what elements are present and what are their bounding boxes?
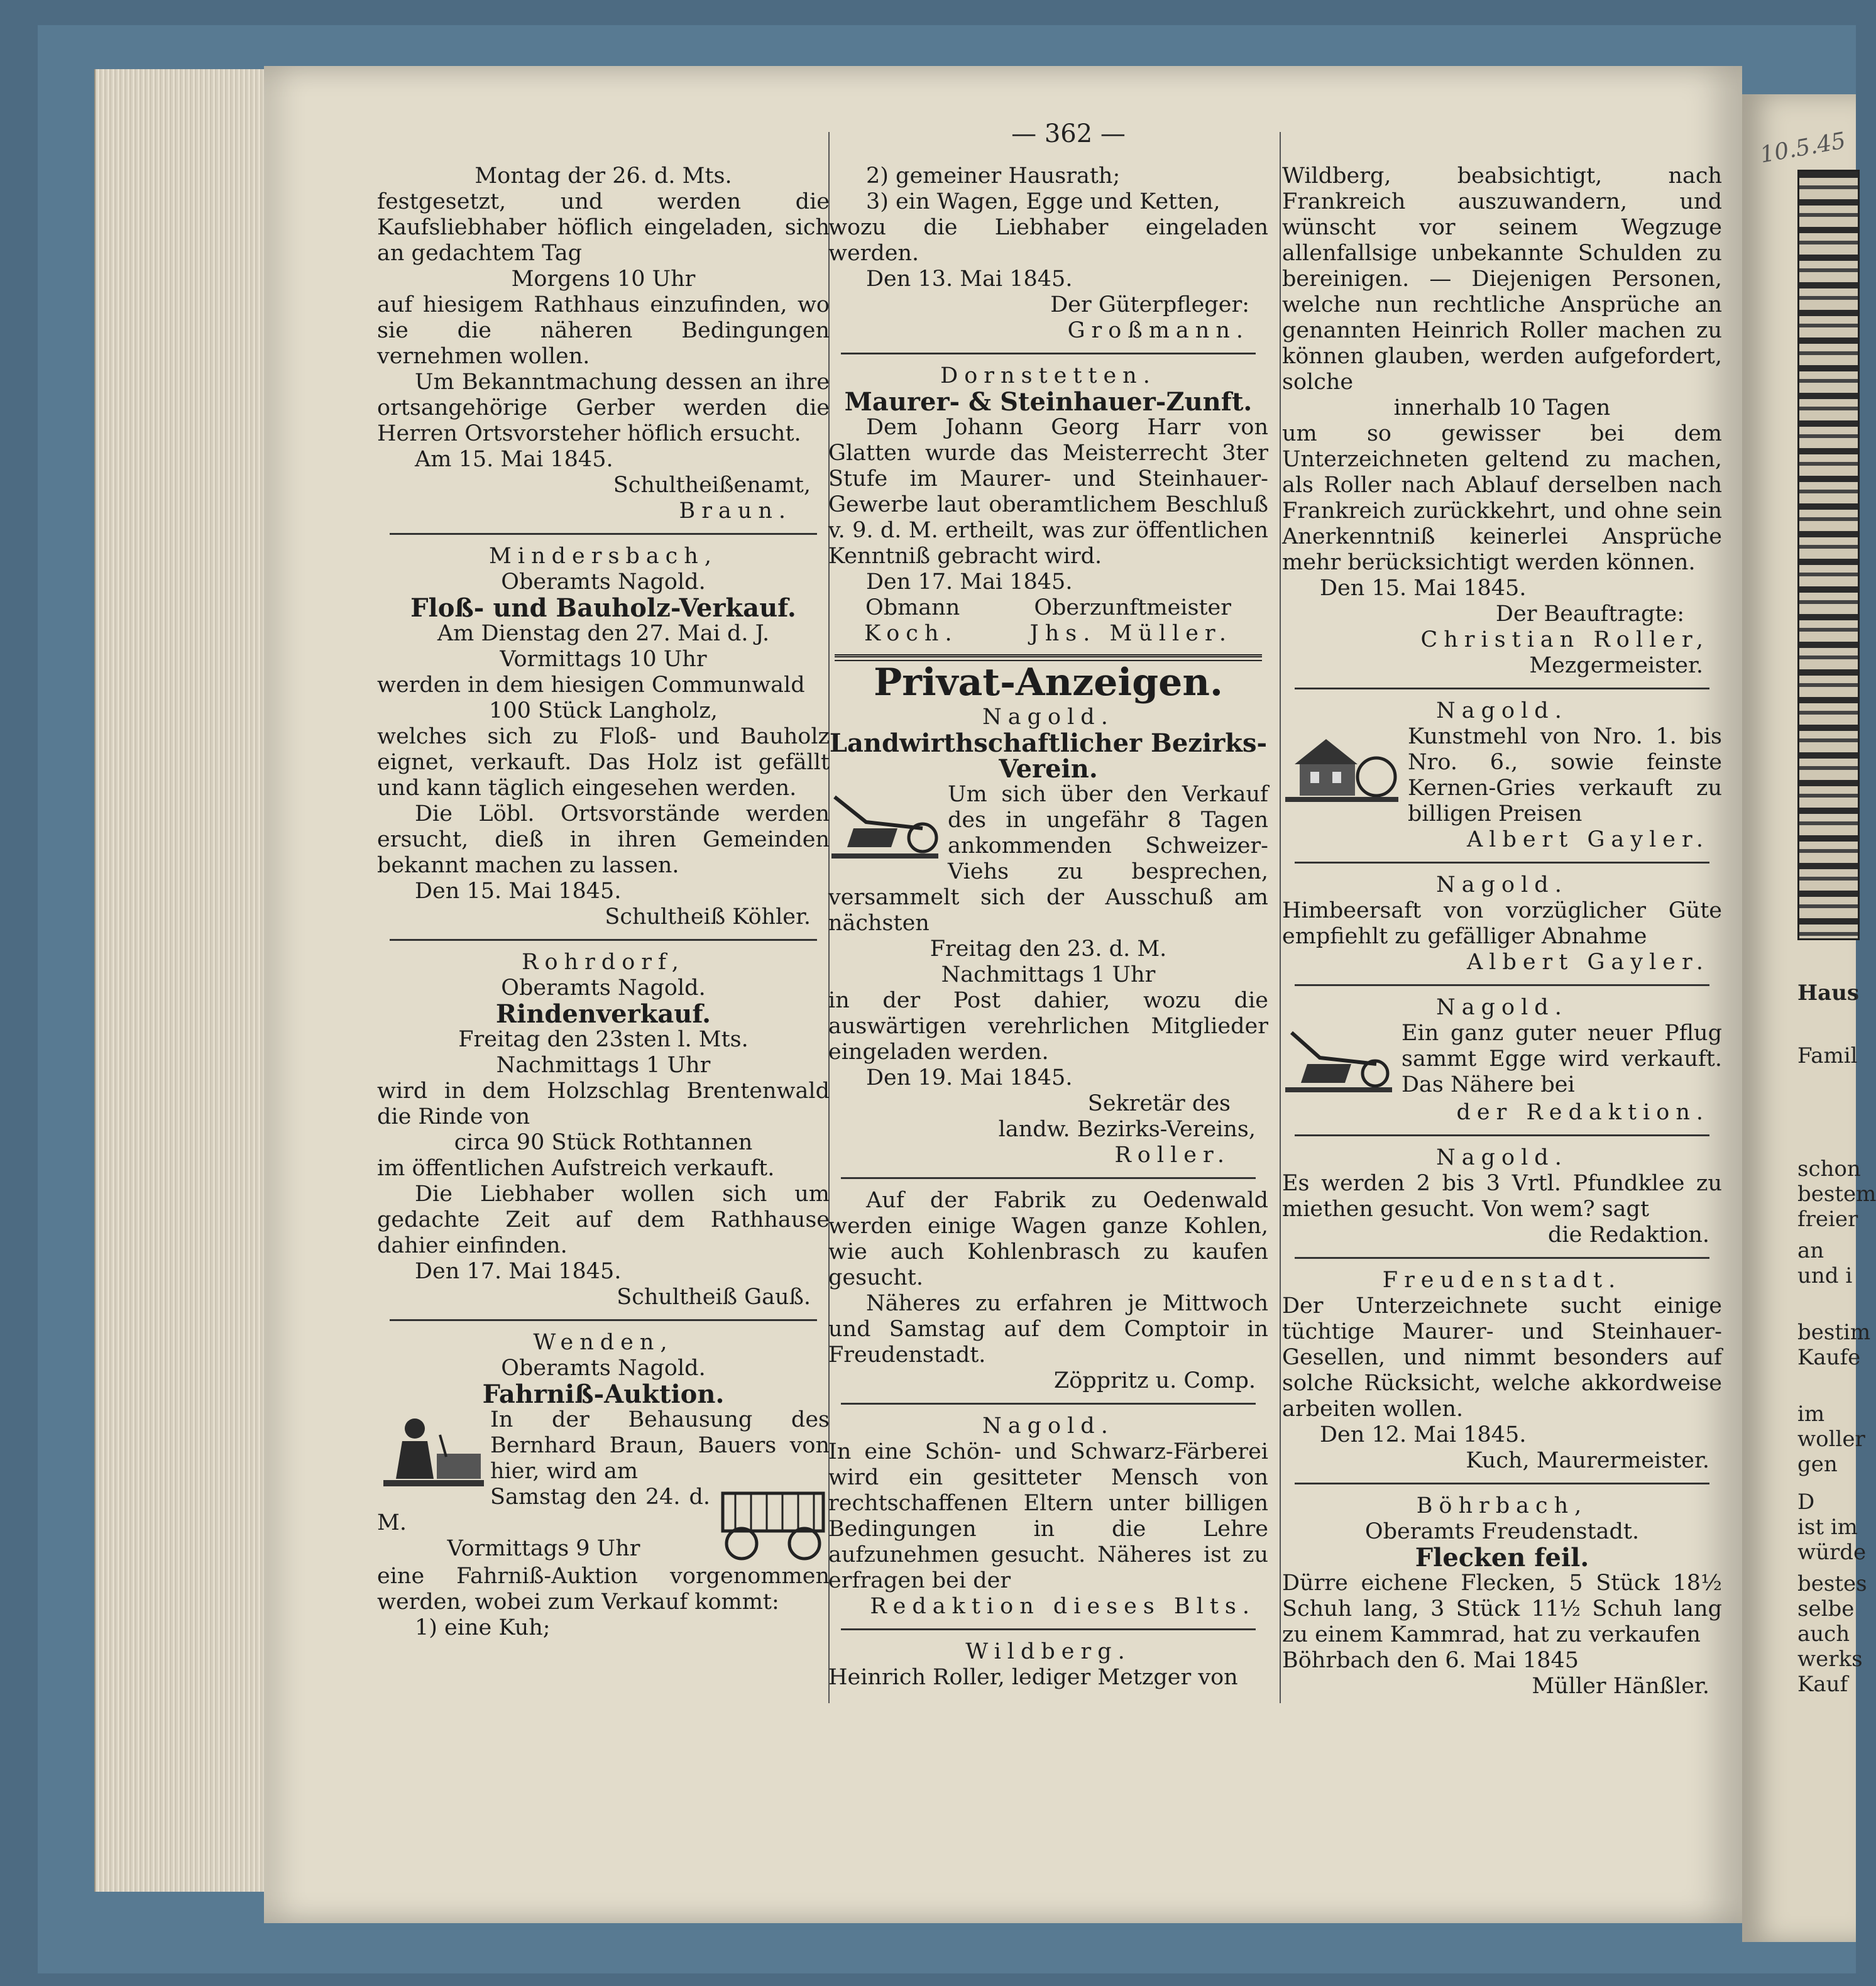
text: eine Fahrniß-Auktion vorgenommen werden, wobei zum Verkauf kommt:	[377, 1564, 830, 1615]
woodcut-plough-illustration	[828, 784, 941, 866]
text: Um Bekanntmachung dessen an ihre ortsangehörige Gerber werden die Herren Ortsvorsteher höflich ersucht.	[377, 370, 830, 446]
next-page-text: an	[1797, 1238, 1824, 1263]
signature: Großmann.	[1067, 318, 1249, 343]
text: Kunstmehl von Nro. 1. bis Nro. 6., sowie feinste Kernen-Gries verkauft zu billigen Preisen	[1408, 724, 1722, 826]
signature-row	[828, 621, 1268, 647]
next-page-text: ist im	[1797, 1515, 1858, 1540]
next-page-text: Kaufe	[1797, 1345, 1861, 1370]
text: Nachmittags 1 Uhr	[496, 1053, 711, 1078]
place: Wildberg.	[965, 1639, 1131, 1664]
divider	[1295, 984, 1709, 986]
section-title: Privat-Anzeigen.	[874, 661, 1223, 705]
signature: Albert Gayler.	[1466, 827, 1709, 852]
next-page-text: bestim	[1797, 1320, 1871, 1345]
text: Himbeersaft von vorzüglicher Güte empfiehlt zu gefälliger Abnahme	[1282, 898, 1722, 949]
next-page-text: schon	[1797, 1156, 1861, 1182]
text: 2) gemeiner Hausrath;	[866, 163, 1121, 189]
divider	[1295, 688, 1709, 689]
text: 3) ein Wagen, Egge und Ketten,	[866, 189, 1220, 214]
signature: Albert Gayler.	[1466, 950, 1709, 975]
signature: Kuch, Maurermeister.	[1466, 1448, 1709, 1473]
signature: der Redaktion.	[1456, 1100, 1709, 1125]
date: Den 13. Mai 1845.	[866, 266, 1073, 292]
text: Dem Johann Georg Harr von Glatten wurde das Meisterrecht 3ter Stufe im Maurer- und Steinhauer-Gewerbe laut oberamtlichem Beschluß v. 9. d. M. ertheilt, was zur öffentlichen Kenntniß gebracht wird.	[828, 415, 1268, 569]
text: innerhalb 10 Tagen	[1393, 395, 1611, 420]
next-page-text: freier	[1797, 1207, 1858, 1232]
ad-heading: Flecken feil.	[1415, 1543, 1589, 1572]
signature: Müller Hänßler.	[1532, 1674, 1709, 1699]
divider	[390, 939, 817, 941]
text: in der Post dahier, wozu die auswärtigen verehrlichen Mitglieder eingeladen werden.	[828, 988, 1268, 1065]
text: auf hiesigem Rathhaus einzufinden, wo sie die näheren Bedingungen vernehmen wollen.	[377, 292, 830, 369]
woodcut-plough-illustration	[1282, 1023, 1395, 1099]
text: Ein ganz guter neuer Pflug sammt Egge wird verkauft. Das Nähere bei	[1402, 1021, 1722, 1097]
woodcut-auctioneer-illustration	[377, 1410, 484, 1498]
date: Den 12. Mai 1845.	[1320, 1422, 1527, 1447]
next-page-text: selbe	[1797, 1596, 1855, 1621]
next-page-text: werks	[1797, 1647, 1863, 1672]
text: Näheres zu erfahren je Mittwoch und Samstag auf dem Comptoir in Freudenstadt.	[828, 1291, 1268, 1368]
text: Der Unterzeichnete sucht einige tüchtige Maurer- und Steinhauer-Gesellen, und nimmt besonders auf solche Rücksicht, welche akkordweise arbeiten wollen.	[1282, 1293, 1722, 1422]
place: Oberamts Nagold.	[501, 1356, 706, 1381]
place: Böhrbach,	[1416, 1493, 1588, 1518]
text: In eine Schön- und Schwarz-Färberei wird ein gesitteter Mensch von rechtschaffenen Eltern unter billigen Bedingungen in die Lehre aufzunehmen gesucht. Näheres ist zu erfragen bei der	[828, 1439, 1268, 1593]
place: Nagold.	[1436, 995, 1568, 1020]
signature: Roller.	[1114, 1143, 1231, 1168]
signature: Sekretär des	[1087, 1091, 1231, 1116]
next-page-text: auch	[1797, 1621, 1850, 1647]
text: Um sich über den Verkauf des in ungefähr 8 Tagen ankommenden Schweizer-Viehs zu besprechen, versammelt sich der Ausschuß am nächsten	[828, 782, 1268, 936]
place: Rohrdorf,	[522, 950, 685, 975]
place: Oberamts Nagold.	[501, 975, 706, 1001]
next-page-text: bestem	[1797, 1182, 1876, 1207]
date: Den 17. Mai 1845.	[415, 1259, 622, 1284]
place: Oberamts Nagold.	[501, 569, 706, 595]
place: Nagold.	[1436, 872, 1568, 897]
place: Freudenstadt.	[1382, 1268, 1622, 1293]
signature: Mezgermeister.	[1529, 653, 1703, 678]
signature: Der Beauftragte:	[1495, 601, 1684, 627]
signature: Schultheißenamt,	[613, 473, 811, 498]
signature: Oberzunftmeister	[1034, 595, 1231, 620]
next-page-text: würde	[1797, 1540, 1867, 1565]
next-page-text: gen	[1797, 1452, 1838, 1477]
signature: Schultheiß Köhler.	[605, 904, 811, 930]
signature: landw. Bezirks-Vereins,	[998, 1117, 1256, 1142]
page-number: — 362 —	[1011, 119, 1126, 148]
place: Nagold.	[982, 1413, 1114, 1439]
ad-heading: Floß- und Bauholz-Verkauf.	[410, 593, 796, 623]
text: um so gewisser bei dem Unterzeichneten geltend zu machen, als Roller nach Ablauf derselben nach Frankreich zurückkehrt, und ohne sein Anerkenntniß keinerlei Ansprüche mehr berücksichtigt werden können.	[1282, 421, 1722, 575]
text: werden in dem hiesigen Communwald	[377, 672, 805, 698]
date: Am 15. Mai 1845.	[415, 447, 613, 472]
ad-heading: Fahrniß-Auktion.	[482, 1380, 725, 1409]
handwritten-note: 10.5.45	[1758, 128, 1848, 168]
signature: Schultheiß Gauß.	[617, 1285, 811, 1310]
column-3	[1282, 163, 1722, 1699]
ad-heading: Landwirthschaftlicher Bezirks-Verein.	[829, 728, 1268, 784]
signature: Zöppritz u. Comp.	[1053, 1368, 1256, 1393]
divider	[1295, 1134, 1709, 1136]
signature: Koch.	[864, 621, 958, 646]
text: Vormittags 9 Uhr	[447, 1536, 640, 1561]
date: Böhrbach den 6. Mai 1845	[1282, 1648, 1579, 1673]
text: Auf der Fabrik zu Oedenwald werden einige Wagen ganze Kohlen, wie auch Kohlenbrasch zu kaufen gesucht.	[828, 1188, 1268, 1290]
date: Den 19. Mai 1845.	[866, 1065, 1073, 1090]
text: Morgens 10 Uhr	[511, 266, 696, 292]
text: Heinrich Roller, lediger Metzger von	[828, 1665, 1238, 1690]
text: 100 Stück Langholz,	[489, 698, 718, 723]
divider	[841, 1628, 1256, 1630]
place: Nagold.	[982, 705, 1114, 730]
text: wozu die Liebhaber eingeladen werden.	[828, 215, 1268, 266]
place: Dornstetten.	[940, 363, 1156, 388]
next-page-text: Haus	[1797, 980, 1860, 1006]
signature: Obmann	[865, 595, 960, 620]
ornament-border	[1797, 170, 1860, 940]
text: Samstag den 24. d. M.	[377, 1484, 710, 1535]
text: Es werden 2 bis 3 Vrtl. Pfundklee zu miethen gesucht. Von wem? sagt	[1282, 1171, 1722, 1222]
text: Nachmittags 1 Uhr	[941, 962, 1156, 987]
text: festgesetzt, und werden die Kaufsliebhaber höflich eingeladen, sich an gedachtem Tag	[377, 189, 830, 266]
divider	[1295, 1483, 1709, 1484]
text: circa 90 Stück Rothtannen	[454, 1130, 753, 1155]
signature: die Redaktion.	[1548, 1222, 1709, 1248]
next-page-text: Famil	[1797, 1043, 1858, 1068]
woodcut-mill-illustration	[1282, 727, 1402, 808]
date: Den 15. Mai 1845.	[415, 879, 622, 904]
next-page-text: D	[1797, 1490, 1815, 1515]
text: Freitag den 23. d. M.	[930, 936, 1167, 962]
next-page-text: im	[1797, 1402, 1825, 1427]
page-edges	[94, 69, 265, 1892]
text: welches sich zu Floß- und Bauholz eignet, verkauft. Das Holz ist gefällt und kann täglich eingesehen werden.	[377, 724, 830, 801]
column-1	[377, 163, 830, 1641]
place: Mindersbach,	[489, 544, 718, 569]
divider	[1295, 862, 1709, 864]
ad-heading: Rindenverkauf.	[495, 999, 711, 1029]
text: Vormittags 10 Uhr	[500, 647, 707, 672]
next-page-text: woller	[1797, 1427, 1865, 1452]
text: Dürre eichene Flecken, 5 Stück 18½ Schuh lang, 3 Stück 11½ Schuh lang zu einem Kammrad, hat zu verkaufen	[1282, 1571, 1722, 1647]
woodcut-wagon-illustration	[716, 1487, 830, 1562]
divider	[841, 1177, 1256, 1179]
signature: Braun.	[679, 498, 792, 524]
next-page-text: bestes	[1797, 1571, 1867, 1596]
divider	[841, 353, 1256, 354]
signature: Christian Roller,	[1420, 627, 1709, 652]
text: Freitag den 23sten l. Mts.	[458, 1027, 749, 1052]
signature: Jhs. Müller.	[1029, 621, 1232, 646]
text: wird in dem Holzschlag Brentenwald die Rinde von	[377, 1078, 830, 1129]
column-2	[828, 163, 1268, 1691]
divider	[390, 533, 817, 535]
place: Nagold.	[1436, 698, 1568, 723]
divider	[841, 1403, 1256, 1405]
text: 1) eine Kuh;	[415, 1615, 551, 1640]
date: Den 15. Mai 1845.	[1320, 576, 1527, 601]
signature-row	[828, 595, 1268, 621]
place: Nagold.	[1436, 1145, 1568, 1170]
next-page-text: Kauf	[1797, 1672, 1848, 1697]
signature: Redaktion dieses Blts.	[870, 1594, 1256, 1619]
next-page-text: und i	[1797, 1263, 1853, 1288]
text: Die Liebhaber wollen sich um gedachte Zeit auf dem Rathhause dahier einfinden.	[377, 1182, 830, 1258]
text: Montag der 26. d. Mts.	[474, 163, 732, 189]
column-divider	[1280, 132, 1281, 1703]
text: Wildberg, beabsichtigt, nach Frankreich auszuwandern, und wünscht vor seinem Wegzuge allenfallsige unbekannte Schulden zu bereinigen. — Diejenigen Personen, welche nun rechtliche Ansprüche an genannten Heinrich Roller machen zu können glauben, werden aufgefordert, solche	[1282, 163, 1722, 395]
text: im öffentlichen Aufstreich verkauft.	[377, 1156, 775, 1181]
text: Die Löbl. Ortsvorstände werden ersucht, dieß in ihren Gemeinden bekannt machen zu lassen.	[377, 801, 830, 878]
divider	[1295, 1257, 1709, 1259]
ad-heading: Maurer- & Steinhauer-Zunft.	[844, 387, 1253, 417]
text: In der Behausung des Bernhard Braun, Bauers von hier, wird am	[490, 1407, 830, 1484]
place: Oberamts Freudenstadt.	[1364, 1519, 1640, 1544]
place: Wenden,	[533, 1330, 674, 1355]
signature: Der Güterpfleger:	[1050, 292, 1249, 317]
date: Den 17. Mai 1845.	[866, 569, 1073, 595]
divider	[390, 1319, 817, 1321]
text: Am Dienstag den 27. Mai d. J.	[437, 621, 770, 646]
